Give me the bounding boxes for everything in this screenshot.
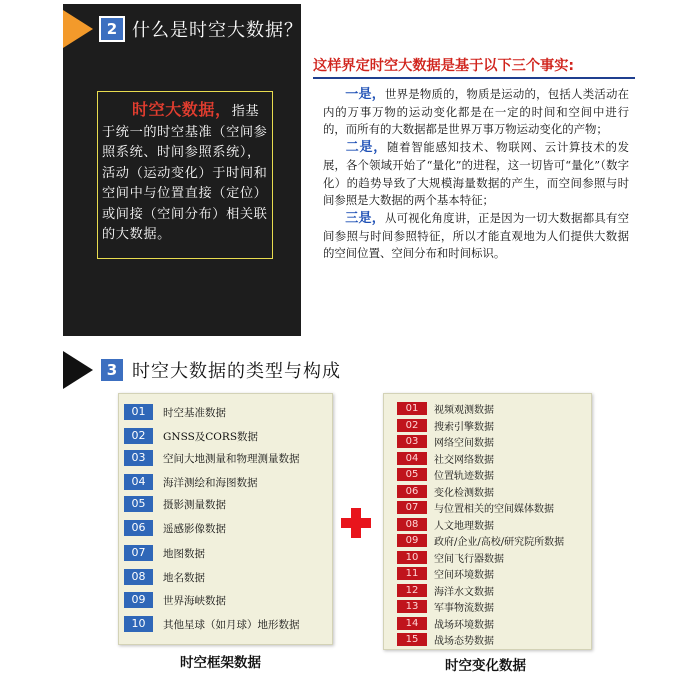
- list-item: [397, 467, 494, 482]
- definition-text: 指基于统一的时空基准（空间参照系统、时间参照系统），活动（运动变化）于时间和空间中与位置直接（定位）或间接（空间分布）相关联的大数据。: [102, 104, 268, 242]
- item-number: 09: [397, 534, 427, 547]
- list-item: [397, 484, 494, 499]
- item-number: 06: [124, 520, 153, 536]
- section-2-title: 什么是时空大数据？: [132, 20, 303, 41]
- list-item: [397, 517, 494, 532]
- list-item: [124, 545, 205, 561]
- facts-body: [323, 86, 629, 263]
- item-label: 海洋测绘和海图数据: [163, 476, 258, 489]
- item-number: 11: [397, 567, 427, 580]
- item-label: GNSS及CORS数据: [163, 430, 259, 443]
- definition-highlight: 时空大数据，: [132, 100, 232, 119]
- item-number: 04: [397, 452, 427, 465]
- item-label: 视频观测数据: [434, 405, 494, 416]
- fact-text: 从可视化角度讲，正是因为一切大数据都具有空间参照与时间参照特征，所以才能直观地为人们提供大数据的空间位置、空间分布和时间标识。: [323, 210, 629, 261]
- item-label: 与位置相关的空间媒体数据: [434, 504, 554, 515]
- item-number: 06: [397, 485, 427, 498]
- item-label: 政府/企业/高校/研究院所数据: [434, 537, 565, 548]
- facts-title: 这样界定时空大数据是基于以下三个事实:: [313, 55, 635, 79]
- section-2-header: [63, 10, 303, 48]
- item-number: 01: [397, 402, 427, 415]
- item-label: 其他星球（如月球）地形数据: [163, 618, 300, 631]
- item-number: 02: [124, 428, 153, 444]
- item-label: 位置轨迹数据: [434, 471, 494, 482]
- red-plus-icon: [341, 508, 371, 538]
- item-label: 空间大地测量和物理测量数据: [163, 452, 300, 465]
- item-number: 08: [124, 569, 153, 585]
- list-item: [124, 404, 226, 420]
- fact-lead: 一是，: [345, 87, 385, 102]
- fact-item: [323, 139, 629, 210]
- fact-lead: 二是，: [345, 140, 387, 156]
- item-label: 时空基准数据: [163, 406, 226, 419]
- item-label: 地名数据: [163, 571, 205, 584]
- list-item: [397, 599, 494, 614]
- list-item: [397, 401, 494, 416]
- item-number: 07: [124, 545, 153, 561]
- framework-data-panel: [118, 393, 333, 645]
- item-label: 战场态势数据: [434, 636, 494, 647]
- item-label: 遥感影像数据: [163, 522, 226, 535]
- item-number: 13: [397, 600, 427, 613]
- definition-box: [97, 91, 273, 259]
- item-label: 军事物流数据: [434, 603, 494, 614]
- item-number: 07: [397, 501, 427, 514]
- list-item: [124, 428, 258, 444]
- item-number: 02: [397, 419, 427, 432]
- item-number: 03: [124, 450, 153, 466]
- item-number: 09: [124, 592, 153, 608]
- fact-text: 随着智能感知技术、物联网、云计算技术的发展，各个领域开始了“量化”的进程，这一切皆可“量化”（数字化）的趋势导致了大规模海量数据的产生，而空间参照与时间参照是大数据的两个基本特征；: [323, 140, 629, 208]
- item-number: 15: [397, 633, 427, 646]
- list-item: [124, 569, 205, 585]
- list-item: [124, 520, 226, 536]
- item-label: 摄影测量数据: [163, 498, 226, 511]
- list-item: [124, 450, 300, 466]
- list-item: [397, 566, 494, 581]
- section-3-title: 时空大数据的类型与构成: [132, 361, 341, 382]
- fact-text: 世界是物质的，物质是运动的，包括人类活动在内的万事万物的运动变化都是在一定的时间和空间中进行的，而所有的大数据都是世界万事万物运动变化的产物；: [323, 87, 629, 137]
- item-label: 世界海峡数据: [163, 594, 226, 607]
- item-label: 地图数据: [163, 547, 205, 560]
- item-label: 空间飞行器数据: [434, 553, 504, 565]
- item-number: 14: [397, 617, 427, 630]
- list-item: [397, 500, 554, 515]
- fact-item: [323, 210, 629, 263]
- list-item: [124, 474, 258, 490]
- item-label: 空间环境数据: [434, 570, 494, 581]
- list-item: [397, 451, 494, 466]
- fact-lead: 三是，: [345, 210, 385, 226]
- list-item: [397, 418, 494, 433]
- item-number: 04: [124, 474, 153, 490]
- item-number: 08: [397, 518, 427, 531]
- item-number: 10: [124, 616, 153, 632]
- item-label: 网络空间数据: [434, 438, 494, 449]
- orange-arrow-icon: [63, 10, 93, 48]
- fact-item: [323, 86, 629, 139]
- item-label: 人文地理数据: [434, 520, 494, 532]
- item-number: 03: [397, 435, 427, 448]
- list-item: [397, 583, 494, 598]
- item-label: 社交网络数据: [434, 454, 494, 466]
- item-number: 01: [124, 404, 153, 420]
- list-item: [397, 533, 564, 548]
- list-item: [397, 616, 494, 631]
- list-item: [397, 632, 494, 647]
- section-2-number: 2: [99, 16, 125, 42]
- section-3-header: [63, 351, 341, 389]
- item-label: 战场环境数据: [434, 619, 494, 631]
- item-number: 05: [124, 496, 153, 512]
- item-number: 10: [397, 551, 427, 564]
- section-3-number: 3: [99, 357, 125, 383]
- change-data-panel: [383, 393, 592, 650]
- list-item: [124, 496, 226, 512]
- list-item: [397, 434, 494, 449]
- list-item: [397, 550, 504, 565]
- list-item: [124, 592, 226, 608]
- item-number: 12: [397, 584, 427, 597]
- list-item: [124, 616, 300, 632]
- item-number: 05: [397, 468, 427, 481]
- item-label: 变化检测数据: [434, 487, 494, 499]
- framework-caption: 时空框架数据: [180, 655, 261, 671]
- item-label: 海洋水文数据: [434, 586, 494, 598]
- change-caption: 时空变化数据: [445, 658, 526, 674]
- item-label: 搜索引擎数据: [434, 421, 494, 433]
- black-arrow-icon: [63, 351, 93, 389]
